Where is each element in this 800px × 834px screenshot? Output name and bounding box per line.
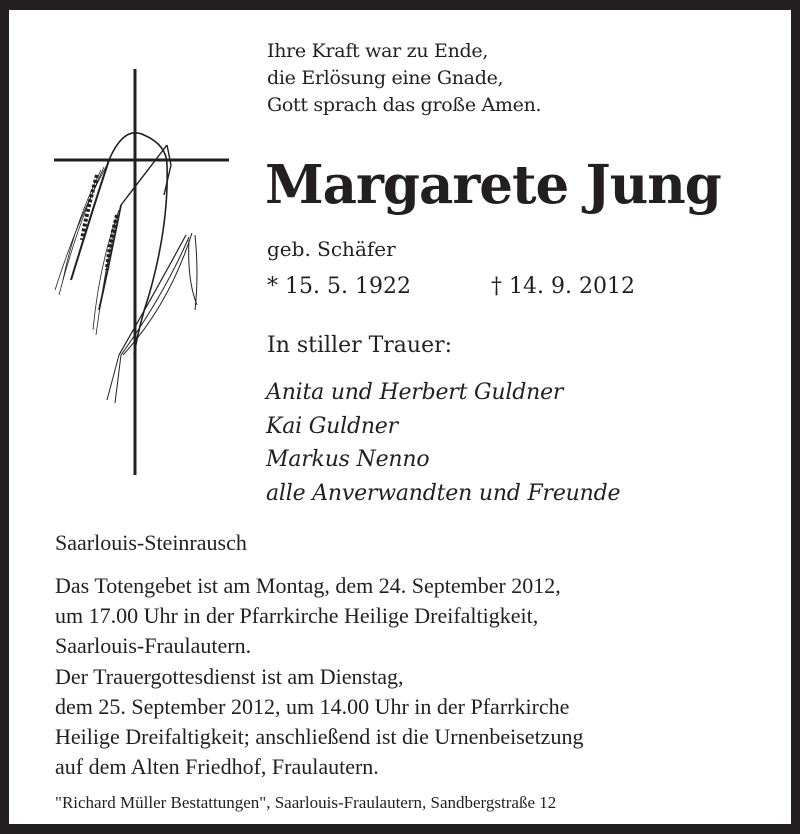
service-line: Saarlouis-Fraulautern. xyxy=(55,633,252,659)
birth-date: * 15. 5. 1922 xyxy=(267,274,411,299)
mourner: Kai Guldner xyxy=(266,413,398,439)
motto-line: Ihre Kraft war zu Ende, xyxy=(267,40,489,62)
service-line: Heilige Dreifaltigkeit; anschließend ist die Urnenbeisetzung xyxy=(55,724,584,750)
mourner: alle Anverwandten und Freunde xyxy=(266,480,621,506)
death-date: † 14. 9. 2012 xyxy=(491,274,635,299)
motto-line: die Erlösung eine Gnade, xyxy=(267,67,504,89)
maiden-name: geb. Schäfer xyxy=(267,237,396,261)
funeral-home: "Richard Müller Bestattungen", Saarlouis-Fraulautern, Sandbergstraße 12 xyxy=(55,793,557,812)
place: Saarlouis-Steinrausch xyxy=(55,530,247,555)
service-line: Der Trauergottesdienst ist am Dienstag, xyxy=(55,663,404,689)
deceased-name: Margarete Jung xyxy=(265,154,721,216)
service-line: um 17.00 Uhr in der Pfarrkirche Heilige Dreifaltigkeit, xyxy=(55,603,539,629)
cross-with-wheat-icon xyxy=(49,65,239,480)
mourner: Anita und Herbert Guldner xyxy=(266,380,564,405)
mourning-heading: In stiller Trauer: xyxy=(267,333,453,358)
service-line: dem 25. September 2012, um 14.00 Uhr in der Pfarrkirche xyxy=(55,693,570,719)
motto-line: Gott sprach das große Amen. xyxy=(267,94,542,116)
mourners-list xyxy=(266,376,620,510)
motto-verse xyxy=(267,38,541,119)
service-line: auf dem Alten Friedhof, Fraulautern. xyxy=(55,754,379,780)
service-details xyxy=(55,571,583,782)
service-line: Das Totengebet ist am Montag, dem 24. September 2012, xyxy=(55,573,561,598)
mourner: Markus Nenno xyxy=(266,447,430,472)
life-dates xyxy=(267,272,635,302)
